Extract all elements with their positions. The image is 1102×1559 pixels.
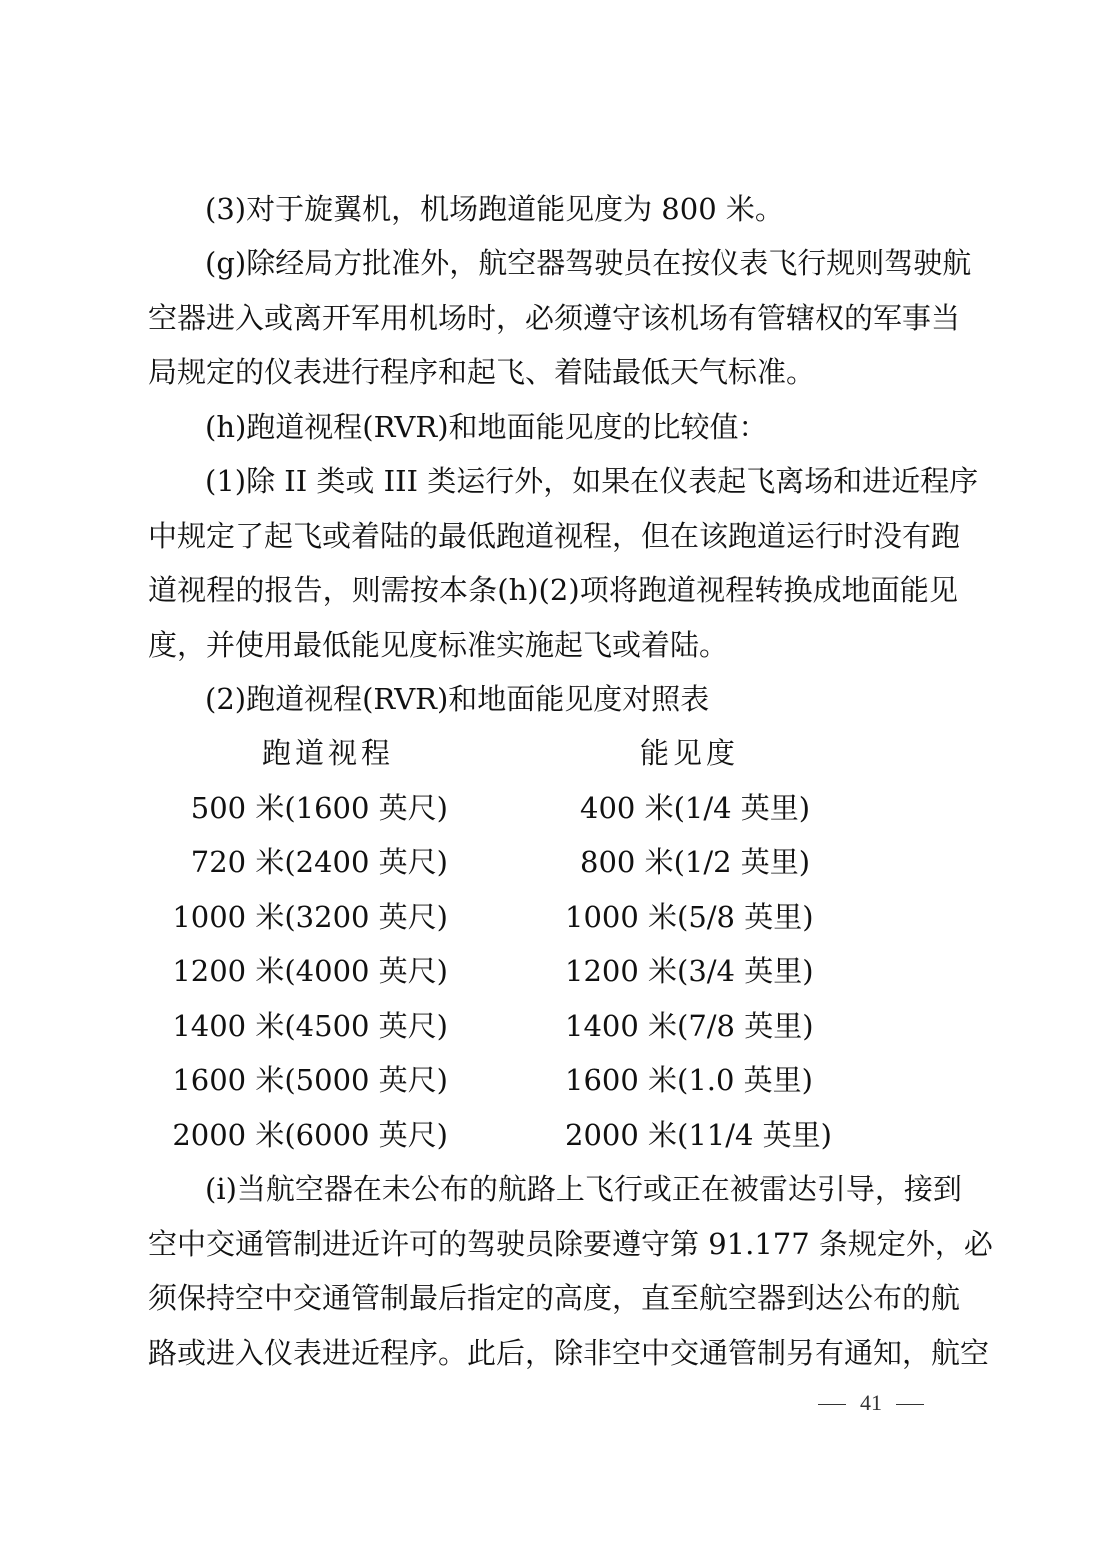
table-cell-visibility: 2000 米(11/4 英里): [565, 1118, 832, 1152]
table-cell-rvr: 500 米(1600 英尺): [190, 791, 448, 825]
paragraph-i-line-1: (i)当航空器在未公布的航路上飞行或正在被雷达引导，接到: [205, 1172, 962, 1206]
paragraph-h1-line-1: (1)除 II 类或 III 类运行外，如果在仪表起飞离场和进近程序: [205, 464, 979, 498]
page-footer: [818, 1388, 924, 1418]
footer-dash-right: [896, 1404, 924, 1405]
table-cell-rvr: 1400 米(4500 英尺): [172, 1009, 448, 1043]
table-header-visibility: 能见度: [640, 736, 740, 770]
table-cell-visibility: 800 米(1/2 英里): [580, 845, 811, 879]
table-caption: (2)跑道视程(RVR)和地面能见度对照表: [205, 682, 710, 716]
table-cell-rvr: 1600 米(5000 英尺): [172, 1063, 448, 1097]
table-cell-visibility: 400 米(1/4 英里): [580, 791, 811, 825]
table-cell-rvr: 720 米(2400 英尺): [190, 845, 448, 879]
table-cell-visibility: 1000 米(5/8 英里): [565, 900, 814, 934]
table-cell-rvr: 2000 米(6000 英尺): [172, 1118, 448, 1152]
paragraph-i-line-4: 路或进入仪表进近程序。此后，除非空中交通管制另有通知，航空: [148, 1336, 990, 1370]
paragraph-i-line-3: 须保持空中交通管制最后指定的高度，直至航空器到达公布的航: [148, 1281, 961, 1315]
table-cell-visibility: 1600 米(1.0 英里): [565, 1063, 813, 1097]
footer-dash-left: [818, 1404, 846, 1405]
table-cell-visibility: 1400 米(7/8 英里): [565, 1009, 814, 1043]
paragraph-g-line-1: (g)除经局方批准外，航空器驾驶员在按仪表飞行规则驾驶航: [205, 246, 972, 280]
table-cell-rvr: 1000 米(3200 英尺): [172, 900, 448, 934]
paragraph-h1-line-3: 道视程的报告，则需按本条(h)(2)项将跑道视程转换成地面能见: [148, 573, 958, 607]
paragraph-h1-line-4: 度，并使用最低能见度标准实施起飞或着陆。: [148, 628, 729, 662]
page-number: 41: [860, 1390, 882, 1415]
paragraph-g-line-3: 局规定的仪表进行程序和起飞、着陆最低天气标准。: [148, 355, 816, 389]
paragraph-h-heading: (h)跑道视程(RVR)和地面能见度的比较值：: [205, 410, 768, 444]
paragraph-h1-line-2: 中规定了起飞或着陆的最低跑道视程，但在该跑道运行时没有跑: [148, 519, 961, 553]
paragraph-g-line-2: 空器进入或离开军用机场时，必须遵守该机场有管辖权的军事当: [148, 301, 961, 335]
paragraph-i-line-2: 空中交通管制进近许可的驾驶员除要遵守第 91.177 条规定外，必: [148, 1227, 993, 1261]
paragraph-3-rotorcraft: (3)对于旋翼机，机场跑道能见度为 800 米。: [205, 192, 784, 226]
table-cell-visibility: 1200 米(3/4 英里): [565, 954, 814, 988]
table-cell-rvr: 1200 米(4000 英尺): [172, 954, 448, 988]
table-header-rvr: 跑道视程: [262, 736, 395, 770]
